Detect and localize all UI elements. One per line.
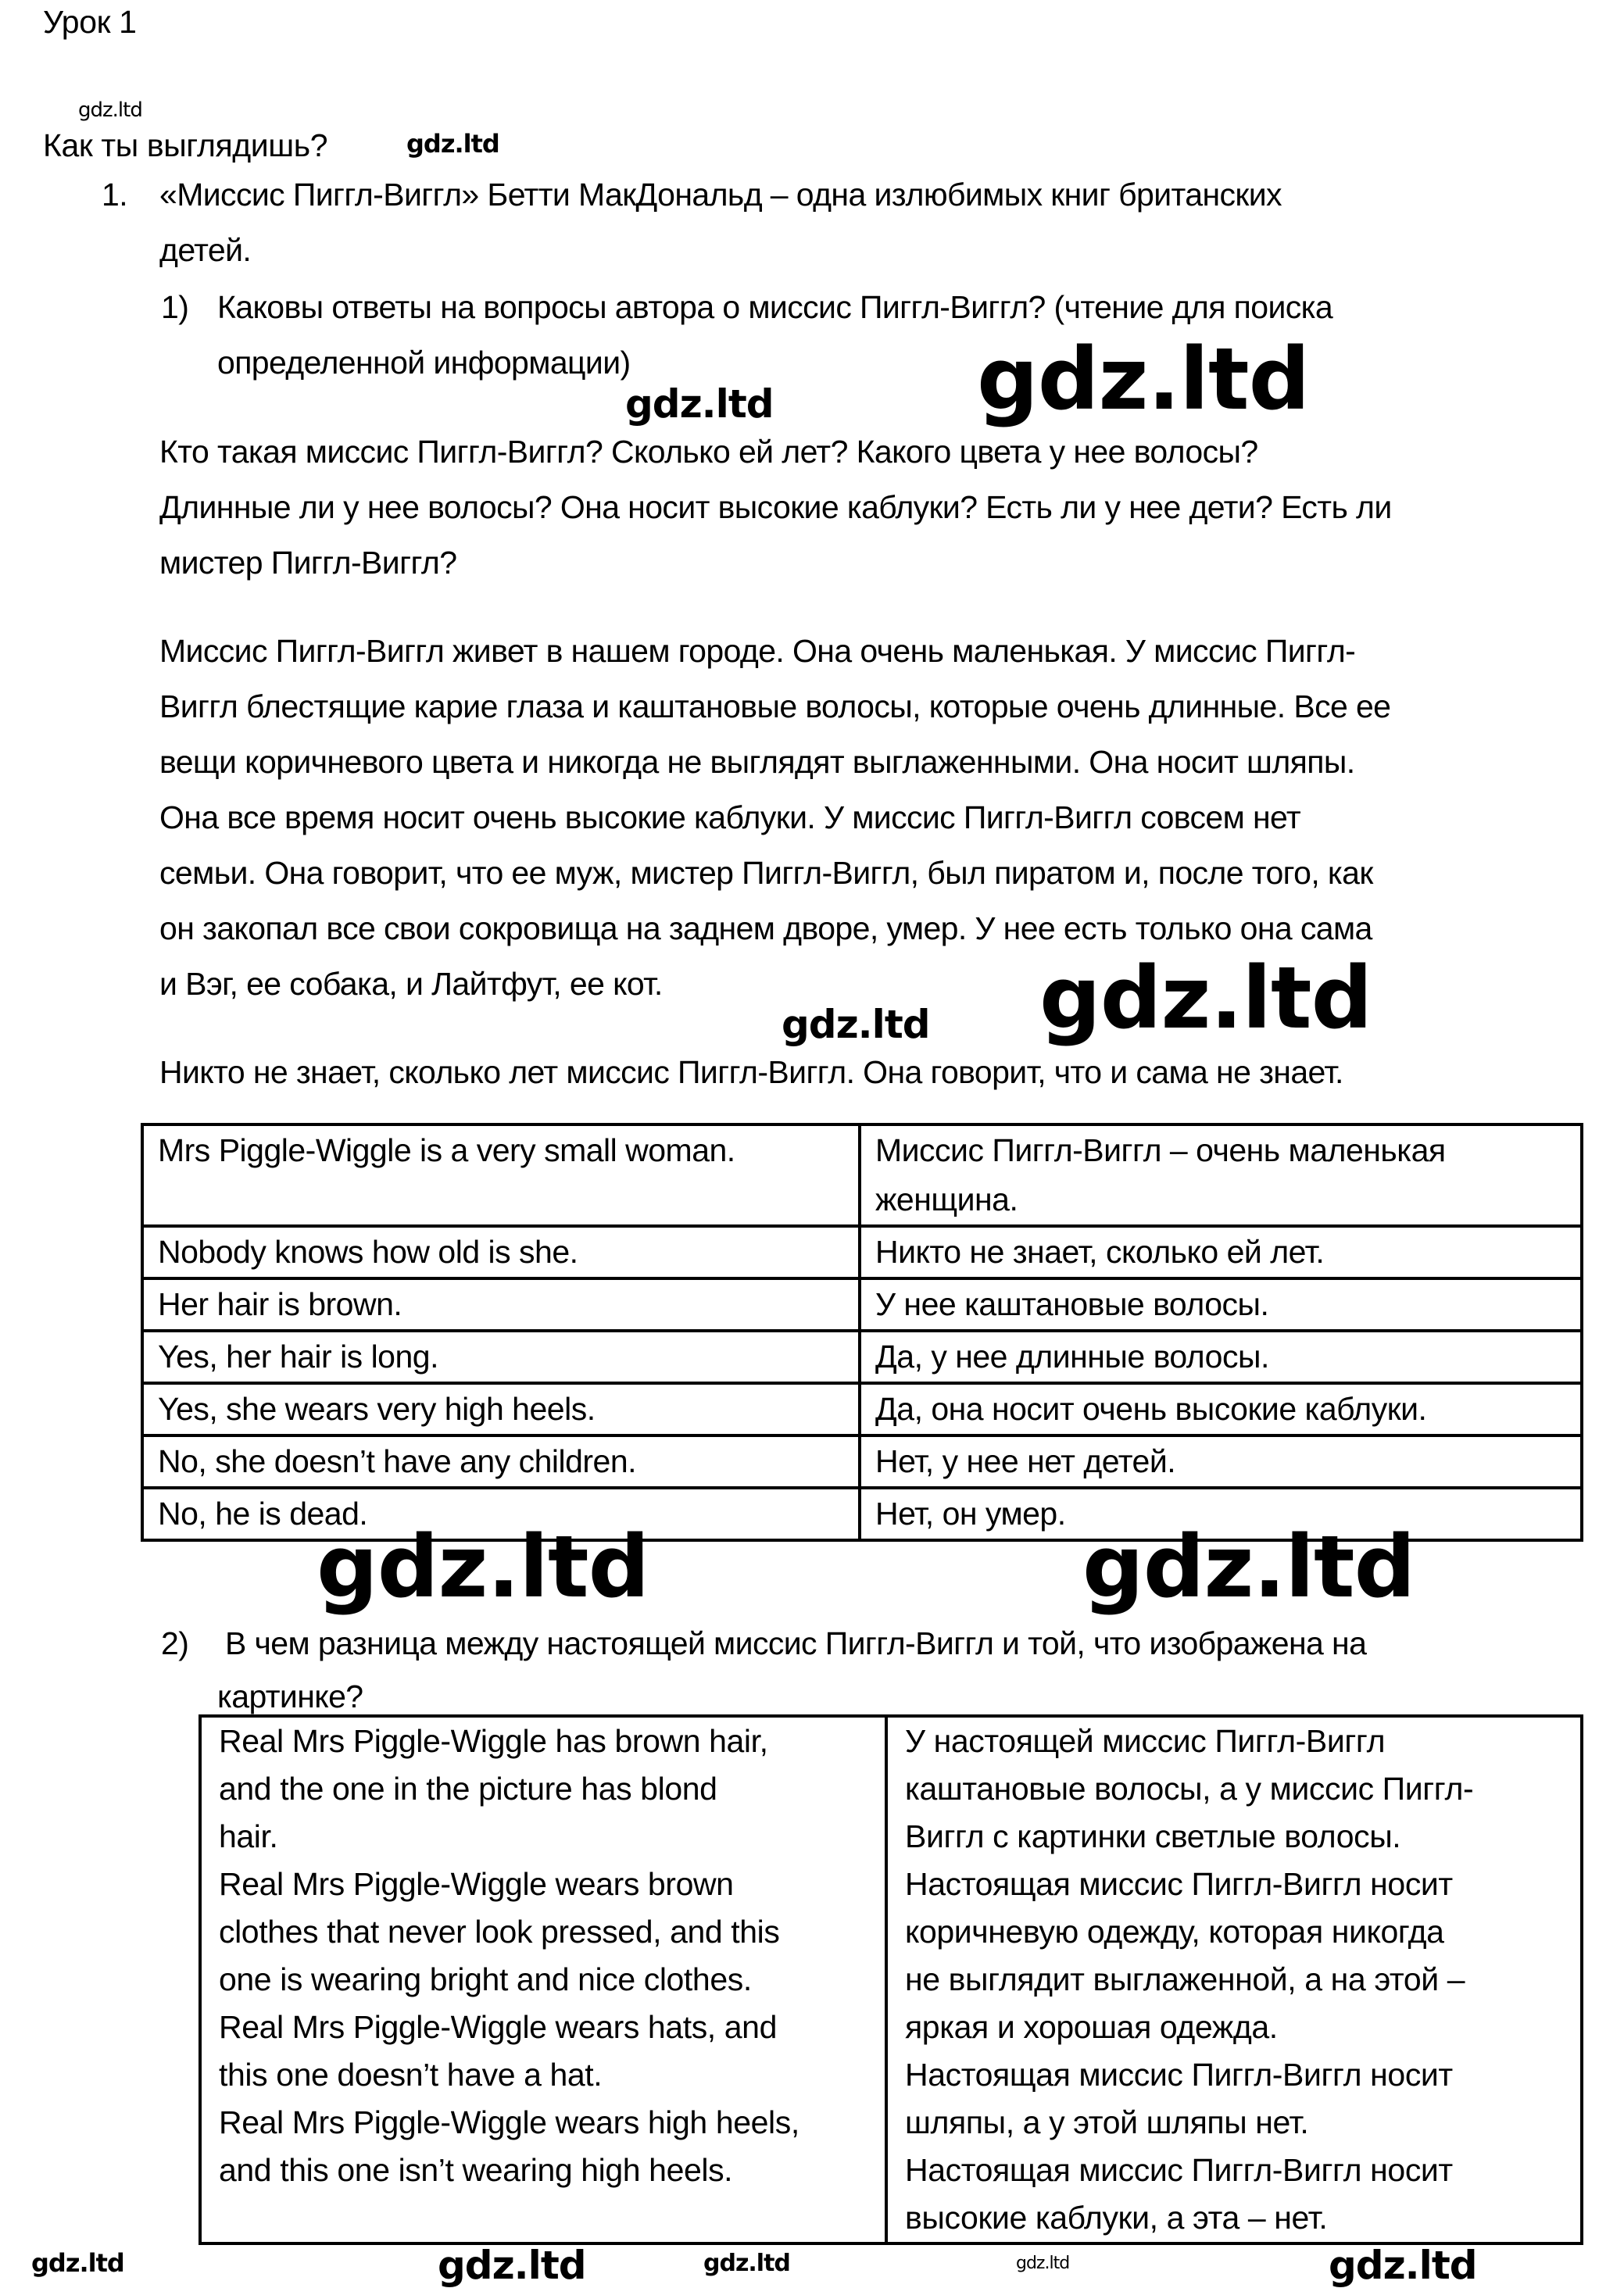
story-line: Виггл блестящие карие глаза и каштановые волосы, которые очень длинные. Все ее: [159, 688, 1391, 724]
table-cell-en: Yes, her hair is long.: [142, 1331, 860, 1383]
story-line: Она все время носит очень высокие каблуки. У миссис Пиггл-Виггл совсем нет: [159, 799, 1301, 835]
watermark: gdz.ltd: [406, 129, 499, 159]
cell-line: Настоящая миссис Пиггл-Виггл носит: [905, 2152, 1453, 2188]
table-cell-ru: Никто не знает, сколько ей лет.: [860, 1226, 1582, 1278]
sub1-line: определенной информации): [217, 345, 631, 381]
story-line: вещи коричневого цвета и никогда не выглядят выглаженными. Она носит шляпы.: [159, 744, 1355, 780]
answers-table: [141, 1123, 1583, 1542]
watermark: gdz.ltd: [977, 329, 1310, 429]
table-cell-en: [200, 1716, 886, 2243]
table-cell-en: No, he is dead.: [142, 1488, 860, 1540]
table-row: [142, 1278, 1582, 1331]
cell-line: коричневую одежду, которая никогда: [905, 1914, 1444, 1950]
cell-line: one is wearing bright and nice clothes.: [219, 1961, 752, 1997]
cell-line: женщина.: [875, 1182, 1018, 1217]
watermark: gdz.ltd: [1039, 948, 1372, 1048]
table-cell-ru: Нет, у нее нет детей.: [860, 1435, 1582, 1488]
story-line: семьи. Она говорит, что ее муж, мистер Пиггл-Виггл, был пиратом и, после того, как: [159, 855, 1373, 891]
cell-line: clothes that never look pressed, and this: [219, 1914, 780, 1950]
lesson-title: Урок 1: [43, 4, 137, 40]
table-cell-ru: Да, она носит очень высокие каблуки.: [860, 1383, 1582, 1435]
question-line: Длинные ли у нее волосы? Она носит высокие каблуки? Есть ли у нее дети? Есть ли: [159, 489, 1392, 525]
table-row: [142, 1331, 1582, 1383]
task1-intro-line: детей.: [159, 232, 252, 268]
watermark: gdz.ltd: [438, 2243, 586, 2288]
sub1-number: 1): [161, 289, 189, 325]
cell-line: шляпы, а у этой шляпы нет.: [905, 2104, 1309, 2140]
cell-line: Real Mrs Piggle-Wiggle wears high heels,: [219, 2104, 799, 2140]
table-cell-ru: У нее каштановые волосы.: [860, 1278, 1582, 1331]
cell-line: не выглядит выглаженной, а на этой –: [905, 1961, 1465, 1997]
page-title: Как ты выглядишь?: [43, 127, 328, 163]
cell-line: высокие каблуки, а эта – нет.: [905, 2200, 1328, 2236]
story-last-line: Никто не знает, сколько лет миссис Пиггл-Виггл. Она говорит, что и сама не знает.: [159, 1054, 1343, 1090]
cell-line: Real Mrs Piggle-Wiggle wears hats, and: [219, 2009, 777, 2045]
story-line: Миссис Пиггл-Виггл живет в нашем городе. Она очень маленькая. У миссис Пиггл-: [159, 633, 1356, 669]
cell-line: Настоящая миссис Пиггл-Виггл носит: [905, 1866, 1453, 1902]
story-line: и Вэг, ее собака, и Лайтфут, ее кот.: [159, 966, 663, 1002]
table-cell-ru: Да, у нее длинные волосы.: [860, 1331, 1582, 1383]
table-row: [142, 1435, 1582, 1488]
table-cell-ru: [886, 1716, 1582, 2243]
watermark: gdz.ltd: [31, 2248, 124, 2278]
table-row: [142, 1226, 1582, 1278]
cell-line: Real Mrs Piggle-Wiggle wears brown: [219, 1866, 734, 1902]
watermark: gdz.ltd: [1082, 1517, 1415, 1617]
story-line: он закопал все свои сокровища на заднем дворе, умер. У нее есть только она сама: [159, 910, 1372, 946]
watermark: gdz.ltd: [1329, 2243, 1477, 2288]
differences-table: [199, 1714, 1583, 2245]
table-cell-en: Mrs Piggle-Wiggle is a very small woman.: [142, 1124, 860, 1226]
cell-line: яркая и хорошая одежда.: [905, 2009, 1278, 2045]
table-cell-en: Yes, she wears very high heels.: [142, 1383, 860, 1435]
watermark: gdz.ltd: [625, 381, 774, 427]
watermark: gdz.ltd: [78, 98, 142, 122]
cell-line: hair.: [219, 1818, 278, 1854]
question-line: мистер Пиггл-Виггл?: [159, 545, 457, 581]
watermark: gdz.ltd: [703, 2250, 790, 2277]
table-row: [142, 1124, 1582, 1226]
task2-number: 2): [161, 1625, 189, 1661]
task2-line: В чем разница между настоящей миссис Пиггл-Виггл и той, что изображена на: [225, 1625, 1367, 1661]
task1-number: 1.: [102, 177, 127, 213]
table-row: [200, 1716, 1582, 2243]
table-cell-en: No, she doesn’t have any children.: [142, 1435, 860, 1488]
cell-line: this one doesn’t have a hat.: [219, 2057, 603, 2093]
cell-line: Миссис Пиггл-Виггл – очень маленькая: [875, 1132, 1446, 1168]
table-cell-en: Nobody knows how old is she.: [142, 1226, 860, 1278]
cell-line: and this one isn’t wearing high heels.: [219, 2152, 733, 2188]
table-cell-ru: [860, 1124, 1582, 1226]
cell-line: каштановые волосы, а у миссис Пиггл-: [905, 1771, 1474, 1807]
watermark: gdz.ltd: [782, 1002, 930, 1047]
task1-intro-line: «Миссис Пиггл-Виггл» Бетти МакДональд – одна излюбимых книг британских: [159, 177, 1282, 213]
cell-line: and the one in the picture has blond: [219, 1771, 717, 1807]
table-cell-en: Her hair is brown.: [142, 1278, 860, 1331]
watermark: gdz.ltd: [317, 1517, 649, 1617]
table-cell-ru: Нет, он умер.: [860, 1488, 1582, 1540]
cell-line: Виггл с картинки светлые волосы.: [905, 1818, 1401, 1854]
task2-line: картинке?: [217, 1678, 363, 1714]
cell-line: Настоящая миссис Пиггл-Виггл носит: [905, 2057, 1453, 2093]
cell-line: У настоящей миссис Пиггл-Виггл: [905, 1723, 1386, 1759]
table-row: [142, 1383, 1582, 1435]
sub1-line: Каковы ответы на вопросы автора о миссис Пиггл-Виггл? (чтение для поиска: [217, 289, 1333, 325]
cell-line: Real Mrs Piggle-Wiggle has brown hair,: [219, 1723, 768, 1759]
watermark: gdz.ltd: [1016, 2254, 1070, 2273]
question-line: Кто такая миссис Пиггл-Виггл? Сколько ей лет? Какого цвета у нее волосы?: [159, 434, 1258, 470]
